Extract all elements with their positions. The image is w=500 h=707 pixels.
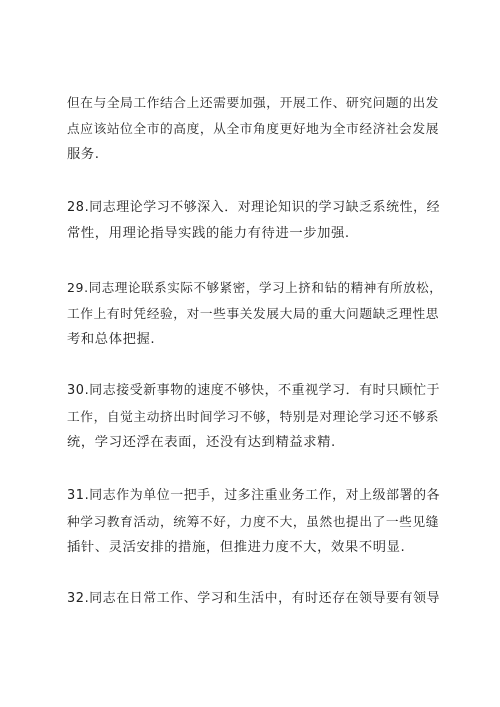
paragraph-item-32 [67, 586, 443, 612]
text-line: 32.同志在日常工作、学习和生活中，有时还存在领导要有领导 [67, 591, 441, 606]
text-line: 工作上有时凭经验，对一些事关发展大局的重大问题缺乏理性思 [67, 306, 440, 321]
paragraph-item-31 [67, 483, 443, 561]
text-line: 统，学习还浮在表面，还没有达到精益求精. [67, 435, 336, 450]
text-line: 考和总体把握. [67, 332, 156, 347]
text-line: 29.同志理论联系实际不够紧密，学习上挤和钻的精神有所放松， [67, 280, 443, 295]
text-line: 31.同志作为单位一把手，过多注重业务工作，对上级部署的各 [67, 488, 441, 503]
text-line: 插针、灵活安排的措施，但推进力度不大，效果不明显. [67, 540, 406, 555]
text-line: 工作，自觉主动挤出时间学习不够，特别是对理论学习还不够系 [67, 409, 440, 424]
text-line: 种学习教育活动，统筹不好，力度不大，虽然也提出了一些见缝 [67, 514, 440, 529]
text-line: 常性，用理论指导实践的能力有待进一步加强. [67, 226, 350, 241]
paragraph-item-29 [67, 275, 443, 353]
text-line: 但在与全局工作结合上还需要加强，开展工作、研究问题的出发 [67, 95, 440, 110]
text-line: 30.同志接受新事物的速度不够快，不重视学习．有时只顾忙于 [67, 383, 441, 398]
paragraph-item-30 [67, 378, 443, 456]
text-line: 服务. [67, 147, 100, 162]
paragraph-continuation [67, 90, 443, 168]
text-line: 28.同志理论学习不够深入．对理论知识的学习缺乏系统性，经 [67, 200, 441, 215]
paragraph-item-28 [67, 195, 443, 247]
text-line: 点应该站位全市的高度，从全市角度更好地为全市经济社会发展 [67, 121, 440, 136]
